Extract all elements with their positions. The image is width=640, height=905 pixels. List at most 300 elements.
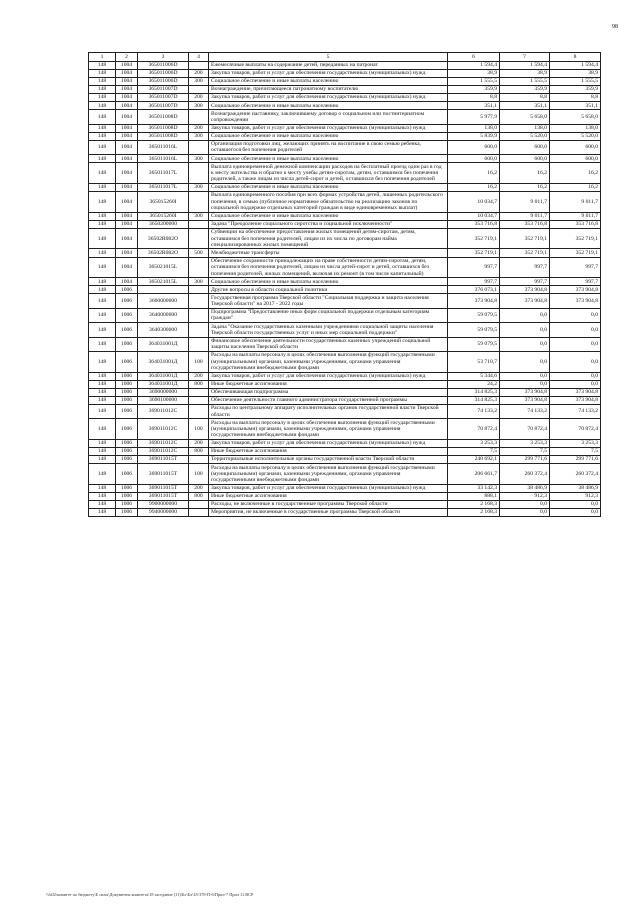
cell-expense-type: 200 xyxy=(189,94,209,102)
cell-admin-code: 148 xyxy=(89,419,116,440)
cell-admin-code: 148 xyxy=(89,294,116,308)
cell-amount-year-2: 600,0 xyxy=(500,140,550,154)
cell-amount-year-2: 353 716,8 xyxy=(500,220,550,228)
cell-amount-year-2: 351,1 xyxy=(500,102,550,110)
cell-amount-year-3: 16,2 xyxy=(550,183,601,191)
table-row xyxy=(89,110,601,124)
cell-target-article: 364031001Д xyxy=(138,337,189,351)
cell-admin-code: 148 xyxy=(89,191,116,212)
cell-expense-type xyxy=(189,509,209,517)
cell-description: Иные бюджетные ассигнования xyxy=(209,448,448,456)
cell-amount-year-1: 5 977,9 xyxy=(448,110,500,124)
cell-section-code: 1004 xyxy=(116,140,138,154)
table-row xyxy=(89,61,601,69)
cell-expense-type xyxy=(189,61,209,69)
table-row xyxy=(89,124,601,132)
cell-section-code: 1006 xyxy=(116,337,138,351)
cell-amount-year-3: 0,0 xyxy=(550,323,601,337)
cell-expense-type xyxy=(189,396,209,404)
cell-target-article: 3640000000 xyxy=(138,308,189,322)
cell-amount-year-3: 74 133,2 xyxy=(550,404,601,418)
budget-table-container xyxy=(88,52,600,517)
table-row xyxy=(89,308,601,322)
cell-expense-type: 300 xyxy=(189,212,209,220)
cell-admin-code: 148 xyxy=(89,163,116,184)
cell-section-code: 1004 xyxy=(116,102,138,110)
cell-description: Субвенции на обеспечение предоставления жилых помещений детям-сиротам, детям, оставшимся без попечения родителей, лицам из их числа по договорам найма специализированных жилых помещений xyxy=(209,228,448,249)
cell-description: Обеспечение деятельности главного администратора государственной программы xyxy=(209,396,448,404)
cell-admin-code: 148 xyxy=(89,124,116,132)
cell-amount-year-3: 997,7 xyxy=(550,257,601,278)
cell-expense-type xyxy=(189,163,209,184)
cell-section-code: 1004 xyxy=(116,155,138,163)
cell-target-article: 369011015T xyxy=(138,456,189,464)
cell-expense-type: 200 xyxy=(189,372,209,380)
cell-amount-year-1: 997,7 xyxy=(448,278,500,286)
cell-amount-year-2: 373 904,8 xyxy=(500,286,550,294)
table-row xyxy=(89,77,601,85)
cell-amount-year-1: 53 710,7 xyxy=(448,351,500,372)
cell-amount-year-2: 0,0 xyxy=(500,372,550,380)
table-row xyxy=(89,257,601,278)
cell-admin-code: 148 xyxy=(89,380,116,388)
table-row xyxy=(89,492,601,500)
cell-amount-year-3: 9 011,7 xyxy=(550,191,601,212)
cell-amount-year-3: 373 904,8 xyxy=(550,294,601,308)
cell-target-article: 369011012C xyxy=(138,419,189,440)
cell-target-article: 365011006D xyxy=(138,61,189,69)
cell-target-article: 365011016L xyxy=(138,140,189,154)
table-row xyxy=(89,212,601,220)
cell-target-article: 3650200000 xyxy=(138,220,189,228)
cell-section-code: 1006 xyxy=(116,308,138,322)
table-row xyxy=(89,294,601,308)
cell-amount-year-1: 314 825,3 xyxy=(448,396,500,404)
cell-admin-code: 148 xyxy=(89,492,116,500)
cell-amount-year-1: 997,7 xyxy=(448,257,500,278)
cell-amount-year-3: 260 372,4 xyxy=(550,464,601,485)
cell-amount-year-2: 352 719,1 xyxy=(500,249,550,257)
table-row xyxy=(89,286,601,294)
cell-admin-code: 148 xyxy=(89,439,116,447)
cell-section-code: 1006 xyxy=(116,351,138,372)
cell-target-article: 365011006D xyxy=(138,77,189,85)
cell-description: Закупка товаров, работ и услуг для обеспечения государственных (муниципальных) нужд xyxy=(209,94,448,102)
cell-section-code: 1006 xyxy=(116,448,138,456)
cell-target-article: 365011007D xyxy=(138,94,189,102)
page-number: 98 xyxy=(612,24,618,30)
cell-admin-code: 148 xyxy=(89,351,116,372)
cell-amount-year-2: 9 011,7 xyxy=(500,191,550,212)
cell-section-code: 1006 xyxy=(116,419,138,440)
cell-expense-type: 200 xyxy=(189,69,209,77)
cell-expense-type xyxy=(189,294,209,308)
cell-amount-year-2: 1 594,4 xyxy=(500,61,550,69)
cell-admin-code: 148 xyxy=(89,286,116,294)
cell-expense-type xyxy=(189,323,209,337)
cell-target-article: 369011012C xyxy=(138,439,189,447)
cell-amount-year-3: 0,0 xyxy=(550,380,601,388)
cell-amount-year-2: 373 904,8 xyxy=(500,388,550,396)
cell-target-article: 365011007D xyxy=(138,86,189,94)
cell-amount-year-2: 373 904,8 xyxy=(500,294,550,308)
cell-target-article: 365011016L xyxy=(138,155,189,163)
cell-description: Другие вопросы в области социальной политики xyxy=(209,286,448,294)
cell-amount-year-1: 206 661,7 xyxy=(448,464,500,485)
cell-target-article: 365011017L xyxy=(138,163,189,184)
table-row xyxy=(89,380,601,388)
cell-section-code: 1006 xyxy=(116,509,138,517)
cell-expense-type: 100 xyxy=(189,419,209,440)
cell-amount-year-2: 16,2 xyxy=(500,183,550,191)
cell-section-code: 1004 xyxy=(116,191,138,212)
cell-amount-year-2: 0,0 xyxy=(500,308,550,322)
cell-amount-year-2: 1 555,5 xyxy=(500,77,550,85)
cell-target-article: 365021015L xyxy=(138,257,189,278)
cell-amount-year-2: 3 253,3 xyxy=(500,439,550,447)
cell-expense-type: 800 xyxy=(189,492,209,500)
cell-amount-year-3: 912,3 xyxy=(550,492,601,500)
cell-amount-year-1: 59 079,5 xyxy=(448,308,500,322)
table-row xyxy=(89,351,601,372)
cell-amount-year-3: 352 719,1 xyxy=(550,249,601,257)
cell-description: Социальное обеспечение и иные выплаты населению xyxy=(209,155,448,163)
cell-amount-year-2: 38,9 xyxy=(500,69,550,77)
table-row xyxy=(89,484,601,492)
cell-amount-year-1: 8,8 xyxy=(448,94,500,102)
cell-amount-year-3: 0,0 xyxy=(550,351,601,372)
cell-amount-year-1: 353 716,8 xyxy=(448,220,500,228)
cell-amount-year-1: 359,9 xyxy=(448,86,500,94)
cell-amount-year-1: 74 133,2 xyxy=(448,404,500,418)
cell-amount-year-3: 38,9 xyxy=(550,69,601,77)
cell-amount-year-3: 0,0 xyxy=(550,372,601,380)
cell-amount-year-1: 3 253,3 xyxy=(448,439,500,447)
cell-description: Финансовое обеспечение деятельности государственных казенных учреждений социальной защиты населения Тверской области xyxy=(209,337,448,351)
cell-amount-year-2: 70 872,4 xyxy=(500,419,550,440)
cell-expense-type: 300 xyxy=(189,77,209,85)
cell-amount-year-1: 600,0 xyxy=(448,140,500,154)
cell-expense-type: 200 xyxy=(189,439,209,447)
cell-section-code: 1004 xyxy=(116,77,138,85)
cell-section-code: 1006 xyxy=(116,388,138,396)
cell-amount-year-2: 5 520,0 xyxy=(500,132,550,140)
cell-expense-type xyxy=(189,500,209,508)
cell-description: Вознаграждение наставнику, заключившему договор о социальном или постинтернатном сопровождении xyxy=(209,110,448,124)
cell-description: Выплата единовременной денежной компенсации расходов на бесплатный проезд один раз в год к месту жительства и обратно к месту учебы детям-сиротам, детям, оставшимся без попечения родителей, а также лицам из числа детей-сирот и детей, оставшихся без попечения родителей xyxy=(209,163,448,184)
cell-section-code: 1006 xyxy=(116,404,138,418)
cell-amount-year-2: 373 904,8 xyxy=(500,396,550,404)
cell-amount-year-1: 10 034,7 xyxy=(448,191,500,212)
cell-section-code: 1006 xyxy=(116,372,138,380)
cell-section-code: 1004 xyxy=(116,278,138,286)
cell-amount-year-3: 373 904,8 xyxy=(550,286,601,294)
cell-amount-year-3: 16,2 xyxy=(550,163,601,184)
cell-target-article: 365011008D xyxy=(138,124,189,132)
cell-admin-code: 148 xyxy=(89,484,116,492)
cell-amount-year-2: 9 011,7 xyxy=(500,212,550,220)
cell-section-code: 1004 xyxy=(116,212,138,220)
cell-description: Социальное обеспечение и иные выплаты населению xyxy=(209,132,448,140)
cell-section-code: 1006 xyxy=(116,286,138,294)
cell-target-article: 3690100000 xyxy=(138,396,189,404)
cell-amount-year-1: 352 719,1 xyxy=(448,228,500,249)
cell-amount-year-2: 299 771,6 xyxy=(500,456,550,464)
cell-amount-year-1: 38,9 xyxy=(448,69,500,77)
cell-expense-type xyxy=(189,286,209,294)
cell-amount-year-2: 38 486,9 xyxy=(500,484,550,492)
cell-amount-year-3: 0,0 xyxy=(550,500,601,508)
cell-expense-type: 200 xyxy=(189,484,209,492)
header-cell-admin-code: 1 xyxy=(89,53,116,62)
cell-description: Закупка товаров, работ и услуг для обеспечения государственных (муниципальных) нужд xyxy=(209,69,448,77)
table-row xyxy=(89,419,601,440)
cell-amount-year-3: 138,0 xyxy=(550,124,601,132)
cell-target-article: 364031001Д xyxy=(138,351,189,372)
cell-description: Социальное обеспечение и иные выплаты населению xyxy=(209,102,448,110)
cell-amount-year-1: 600,0 xyxy=(448,155,500,163)
cell-expense-type: 100 xyxy=(189,464,209,485)
table-row xyxy=(89,388,601,396)
cell-target-article: 365011008D xyxy=(138,132,189,140)
cell-target-article: 364031001Д xyxy=(138,380,189,388)
cell-amount-year-1: 2 168,3 xyxy=(448,500,500,508)
table-row xyxy=(89,140,601,154)
cell-amount-year-1: 138,0 xyxy=(448,124,500,132)
cell-admin-code: 148 xyxy=(89,337,116,351)
header-cell-description: 5 xyxy=(209,53,448,62)
cell-section-code: 1004 xyxy=(116,124,138,132)
cell-target-article: 365011017L xyxy=(138,183,189,191)
table-row xyxy=(89,337,601,351)
cell-section-code: 1006 xyxy=(116,492,138,500)
cell-amount-year-2: 997,7 xyxy=(500,257,550,278)
cell-amount-year-3: 353 716,8 xyxy=(550,220,601,228)
cell-target-article: 365011006D xyxy=(138,69,189,77)
table-row xyxy=(89,500,601,508)
cell-amount-year-3: 1 555,5 xyxy=(550,77,601,85)
cell-admin-code: 148 xyxy=(89,464,116,485)
cell-expense-type: 300 xyxy=(189,132,209,140)
cell-amount-year-3: 359,9 xyxy=(550,86,601,94)
cell-section-code: 1006 xyxy=(116,484,138,492)
cell-expense-type xyxy=(189,308,209,322)
cell-amount-year-1: 5 839,9 xyxy=(448,132,500,140)
cell-description: Иные бюджетные ассигнования xyxy=(209,492,448,500)
cell-description: Закупка товаров, работ и услуг для обеспечения государственных (муниципальных) нужд xyxy=(209,124,448,132)
cell-section-code: 1006 xyxy=(116,456,138,464)
table-row xyxy=(89,86,601,94)
cell-amount-year-2: 0,0 xyxy=(500,323,550,337)
cell-amount-year-1: 376 073,1 xyxy=(448,286,500,294)
header-cell-expense-type: 4 xyxy=(189,53,209,62)
table-row xyxy=(89,464,601,485)
cell-expense-type xyxy=(189,110,209,124)
cell-admin-code: 148 xyxy=(89,140,116,154)
cell-target-article: 3690000000 xyxy=(138,388,189,396)
table-row xyxy=(89,69,601,77)
cell-section-code: 1004 xyxy=(116,110,138,124)
header-cell-section-code: 2 xyxy=(116,53,138,62)
cell-amount-year-3: 373 904,8 xyxy=(550,396,601,404)
cell-target-article: 3600000000 xyxy=(138,294,189,308)
cell-description: Вознаграждение, причитающееся патронатному воспитателю xyxy=(209,86,448,94)
cell-amount-year-2: 0,0 xyxy=(500,380,550,388)
cell-section-code: 1004 xyxy=(116,228,138,249)
cell-expense-type: 200 xyxy=(189,124,209,132)
cell-amount-year-3: 3 253,3 xyxy=(550,439,601,447)
cell-description: Обеспечивающая подпрограмма xyxy=(209,388,448,396)
cell-amount-year-2: 359,9 xyxy=(500,86,550,94)
table-row xyxy=(89,220,601,228)
cell-admin-code: 148 xyxy=(89,278,116,286)
table-row xyxy=(89,155,601,163)
cell-amount-year-3: 0,0 xyxy=(550,337,601,351)
cell-description: Ежемесячные выплаты на содержание детей, переданных на патронат xyxy=(209,61,448,69)
cell-description: Мероприятия, не включенные в государственные программы Тверской области xyxy=(209,509,448,517)
cell-description: Расходы на выплаты персоналу в целях обеспечения выполнения функций государственными (муниципальными) органами, казенными учреждениями, органами управления государственными внебюджетными фондами xyxy=(209,464,448,485)
cell-admin-code: 148 xyxy=(89,388,116,396)
cell-target-article: 369011012C xyxy=(138,404,189,418)
cell-admin-code: 148 xyxy=(89,69,116,77)
header-cell-target-article: 3 xyxy=(138,53,189,62)
cell-amount-year-2: 0,0 xyxy=(500,500,550,508)
cell-amount-year-3: 352 719,1 xyxy=(550,228,601,249)
cell-description: Закупка товаров, работ и услуг для обеспечения государственных (муниципальных) нужд xyxy=(209,439,448,447)
cell-admin-code: 148 xyxy=(89,110,116,124)
table-row xyxy=(89,448,601,456)
cell-section-code: 1004 xyxy=(116,86,138,94)
cell-amount-year-2: 997,7 xyxy=(500,278,550,286)
cell-target-article: 364031001Д xyxy=(138,372,189,380)
budget-table xyxy=(88,52,601,517)
cell-amount-year-3: 5 520,0 xyxy=(550,132,601,140)
cell-target-article: 365015260I xyxy=(138,212,189,220)
table-row xyxy=(89,191,601,212)
cell-admin-code: 148 xyxy=(89,308,116,322)
cell-amount-year-1: 59 079,5 xyxy=(448,337,500,351)
cell-amount-year-3: 600,0 xyxy=(550,155,601,163)
cell-section-code: 1004 xyxy=(116,163,138,184)
cell-description: Задача "Преодоление социального сиротства и социальной исключенности" xyxy=(209,220,448,228)
cell-amount-year-1: 16,2 xyxy=(448,163,500,184)
cell-admin-code: 148 xyxy=(89,448,116,456)
cell-admin-code: 148 xyxy=(89,372,116,380)
cell-description: Закупка товаров, работ и услуг для обеспечения государственных (муниципальных) нужд xyxy=(209,484,448,492)
cell-section-code: 1004 xyxy=(116,61,138,69)
cell-admin-code: 148 xyxy=(89,94,116,102)
cell-admin-code: 148 xyxy=(89,77,116,85)
cell-amount-year-3: 351,1 xyxy=(550,102,601,110)
table-row xyxy=(89,372,601,380)
header-cell-amount-year-1: 6 xyxy=(448,53,500,62)
cell-admin-code: 148 xyxy=(89,86,116,94)
cell-target-article: 3640300000 xyxy=(138,323,189,337)
cell-description: Территориальные исполнительные органы государственной власти Тверской области xyxy=(209,456,448,464)
cell-admin-code: 148 xyxy=(89,102,116,110)
cell-amount-year-2: 260 372,4 xyxy=(500,464,550,485)
cell-amount-year-1: 888,1 xyxy=(448,492,500,500)
cell-description: Расходы, не включенные в государственные программы Тверской области xyxy=(209,500,448,508)
cell-admin-code: 148 xyxy=(89,132,116,140)
cell-expense-type xyxy=(189,388,209,396)
cell-expense-type xyxy=(189,220,209,228)
cell-admin-code: 148 xyxy=(89,249,116,257)
cell-expense-type xyxy=(189,86,209,94)
cell-section-code: 1004 xyxy=(116,220,138,228)
cell-amount-year-1: 2 168,3 xyxy=(448,509,500,517)
table-row xyxy=(89,323,601,337)
cell-target-article: 9940000000 xyxy=(138,509,189,517)
cell-amount-year-1: 373 904,8 xyxy=(448,294,500,308)
cell-amount-year-1: 16,2 xyxy=(448,183,500,191)
table-row xyxy=(89,278,601,286)
cell-section-code: 1006 xyxy=(116,439,138,447)
cell-description: Иные бюджетные ассигнования xyxy=(209,380,448,388)
cell-admin-code: 148 xyxy=(89,257,116,278)
table-row xyxy=(89,163,601,184)
cell-expense-type: 500 xyxy=(189,249,209,257)
cell-description: Расходы на выплаты персоналу в целях обеспечения выполнения функций государственными (муниципальными) органами, казенными учреждениями, органами управления государственными внебюджетными фондами xyxy=(209,419,448,440)
cell-target-article: 365011008D xyxy=(138,110,189,124)
cell-admin-code: 148 xyxy=(89,500,116,508)
cell-section-code: 1004 xyxy=(116,257,138,278)
header-cell-amount-year-3: 8 xyxy=(550,53,601,62)
cell-amount-year-2: 600,0 xyxy=(500,155,550,163)
cell-amount-year-3: 0,0 xyxy=(550,308,601,322)
cell-amount-year-3: 5 658,0 xyxy=(550,110,601,124)
cell-amount-year-2: 138,0 xyxy=(500,124,550,132)
cell-section-code: 1006 xyxy=(116,396,138,404)
cell-expense-type xyxy=(189,337,209,351)
cell-amount-year-2: 74 133,2 xyxy=(500,404,550,418)
cell-expense-type: 300 xyxy=(189,183,209,191)
cell-amount-year-1: 24,2 xyxy=(448,380,500,388)
cell-amount-year-3: 9 011,7 xyxy=(550,212,601,220)
cell-section-code: 1006 xyxy=(116,500,138,508)
cell-target-article: 36502R082O xyxy=(138,228,189,249)
cell-admin-code: 148 xyxy=(89,396,116,404)
cell-admin-code: 148 xyxy=(89,404,116,418)
cell-section-code: 1006 xyxy=(116,294,138,308)
cell-admin-code: 148 xyxy=(89,61,116,69)
cell-amount-year-1: 1 555,5 xyxy=(448,77,500,85)
cell-expense-type xyxy=(189,257,209,278)
cell-description: Подпрограмма "Предоставление иных форм социальной поддержки отдельным категориям граждан" xyxy=(209,308,448,322)
cell-target-article: 369011012C xyxy=(138,448,189,456)
cell-description: Задача "Оказание государственных казенными учреждениями социальной защиты населения Тверской области государственных услуг и иных мер социальной поддержки" xyxy=(209,323,448,337)
cell-expense-type xyxy=(189,228,209,249)
table-row xyxy=(89,94,601,102)
cell-amount-year-1: 7,5 xyxy=(448,448,500,456)
cell-amount-year-3: 997,7 xyxy=(550,278,601,286)
cell-amount-year-2: 352 719,1 xyxy=(500,228,550,249)
cell-amount-year-1: 70 872,4 xyxy=(448,419,500,440)
cell-target-article: 369011015T xyxy=(138,492,189,500)
cell-amount-year-1: 1 594,4 xyxy=(448,61,500,69)
cell-amount-year-2: 0,0 xyxy=(500,351,550,372)
cell-admin-code: 148 xyxy=(89,183,116,191)
cell-description: Социальное обеспечение и иные выплаты населению xyxy=(209,183,448,191)
cell-description: Социальное обеспечение и иные выплаты населению xyxy=(209,212,448,220)
cell-description: Организация подготовки лиц, желающих принять на воспитание в свою семью ребенка, оставшегося без попечения родителей xyxy=(209,140,448,154)
cell-amount-year-2: 16,2 xyxy=(500,163,550,184)
cell-amount-year-3: 8,8 xyxy=(550,94,601,102)
cell-expense-type xyxy=(189,191,209,212)
cell-amount-year-3: 70 872,4 xyxy=(550,419,601,440)
table-row xyxy=(89,456,601,464)
cell-amount-year-2: 5 658,0 xyxy=(500,110,550,124)
